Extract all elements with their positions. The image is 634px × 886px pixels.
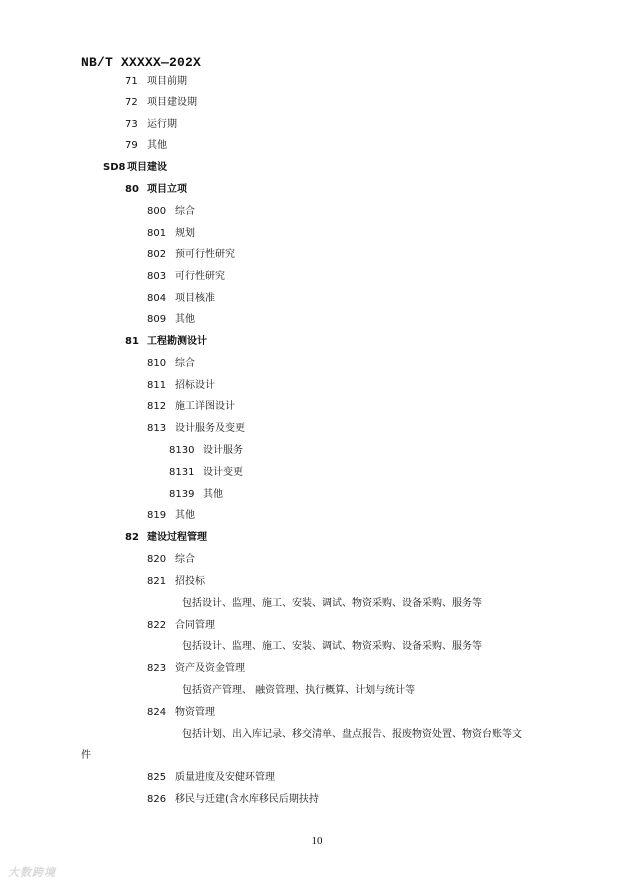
entry-code: 811 <box>147 380 167 391</box>
list-item <box>169 466 243 479</box>
list-item <box>125 75 187 88</box>
entry-code: 819 <box>147 510 167 521</box>
entry-title: 预可行性研究 <box>175 249 235 260</box>
list-item <box>147 357 195 370</box>
entry-title: 工程勘测设计 <box>147 336 207 347</box>
entry-code: 8131 <box>169 467 195 478</box>
entry-code: 71 <box>125 76 138 87</box>
entry-code: 822 <box>147 620 167 631</box>
list-item <box>147 422 245 435</box>
entry-title: 运行期 <box>147 119 177 130</box>
list-item <box>147 509 195 522</box>
entry-code: 803 <box>147 271 167 282</box>
entry-title: 综合 <box>175 358 195 369</box>
entry-title: 其他 <box>175 314 195 325</box>
entry-title: 其他 <box>175 510 195 521</box>
entry-title: 规划 <box>175 228 195 239</box>
entry-code: 810 <box>147 358 167 369</box>
entry-code: 82 <box>125 532 139 543</box>
entry-code: 820 <box>147 554 167 565</box>
entry-code: 800 <box>147 206 167 217</box>
entry-title: 项目建设期 <box>147 97 197 108</box>
entry-title: 设计服务及变更 <box>175 423 245 434</box>
entry-title: 资产及资金管理 <box>175 663 245 674</box>
list-item <box>147 400 235 413</box>
list-item <box>147 313 195 326</box>
entry-note: 包括设计、监理、施工、安装、调试、物资采购、设备采购、服务等 <box>182 598 482 609</box>
entry-title: 项目前期 <box>147 76 187 87</box>
entry-code: 824 <box>147 707 167 718</box>
list-item <box>147 248 235 261</box>
entry-title: 招投标 <box>175 576 205 587</box>
entry-code: 825 <box>147 772 167 783</box>
entry-code: 81 <box>125 336 139 347</box>
entry-title: 质量进度及安健环管理 <box>175 772 275 783</box>
list-item <box>169 444 243 457</box>
entry-title: 施工详图设计 <box>175 401 235 412</box>
list-item <box>147 553 195 566</box>
entry-code: 80 <box>125 184 139 195</box>
entry-code: 73 <box>125 119 138 130</box>
list-item <box>125 139 167 152</box>
list-item <box>125 118 177 131</box>
entry-code: 79 <box>125 140 138 151</box>
list-item <box>169 488 223 501</box>
list-item <box>147 379 215 392</box>
list-item <box>147 706 215 719</box>
entry-title: 其他 <box>203 489 223 500</box>
entry-note: 件 <box>81 750 91 761</box>
page-number: 10 <box>311 835 323 847</box>
list-item <box>103 161 167 174</box>
entry-title: 设计服务 <box>203 445 243 456</box>
entry-title: 招标设计 <box>175 380 215 391</box>
watermark: 大数跨境 <box>8 866 56 879</box>
entry-code: 8139 <box>169 489 195 500</box>
entry-title: 综合 <box>175 554 195 565</box>
list-item <box>125 96 197 109</box>
list-item <box>147 771 275 784</box>
list-item <box>147 270 225 283</box>
entry-title: 移民与迁建(含水库移民后期扶持 <box>175 794 319 805</box>
entry-note: 包括计划、出入库记录、移交清单、盘点报告、报废物资处置、物资台账等文 <box>182 729 522 740</box>
entry-code: SD8 <box>103 162 126 173</box>
entry-title: 建设过程管理 <box>147 532 207 543</box>
entry-code: 8130 <box>169 445 195 456</box>
list-item <box>147 227 195 240</box>
list-item <box>125 335 207 348</box>
list-item <box>125 531 207 544</box>
entry-code: 813 <box>147 423 167 434</box>
entry-title: 项目立项 <box>147 184 187 195</box>
entry-code: 812 <box>147 401 167 412</box>
entry-code: 72 <box>125 97 138 108</box>
entry-code: 809 <box>147 314 167 325</box>
entry-code: 826 <box>147 794 167 805</box>
entry-code: 802 <box>147 249 167 260</box>
list-item <box>147 619 215 632</box>
entry-note: 包括设计、监理、施工、安装、调试、物资采购、设备采购、服务等 <box>182 641 482 652</box>
entry-code: 823 <box>147 663 167 674</box>
entry-title: 综合 <box>175 206 195 217</box>
entry-code: 801 <box>147 228 167 239</box>
list-item <box>125 183 187 196</box>
list-item <box>147 205 195 218</box>
entry-title: 可行性研究 <box>175 271 225 282</box>
list-item <box>147 662 245 675</box>
entry-title: 其他 <box>147 140 167 151</box>
list-item <box>147 575 205 588</box>
entry-title: 设计变更 <box>203 467 243 478</box>
list-item <box>147 793 319 806</box>
entry-title: 项目建设 <box>127 162 167 173</box>
entry-code: 821 <box>147 576 167 587</box>
list-item <box>147 292 215 305</box>
entry-note: 包括资产管理、 融资管理、执行概算、计划与统计等 <box>182 685 416 696</box>
standard-code-header: NB/T XXXXX—202X <box>81 55 202 70</box>
entry-title: 项目核准 <box>175 293 215 304</box>
entry-code: 804 <box>147 293 167 304</box>
entry-title: 合同管理 <box>175 620 215 631</box>
entry-title: 物资管理 <box>175 707 215 718</box>
